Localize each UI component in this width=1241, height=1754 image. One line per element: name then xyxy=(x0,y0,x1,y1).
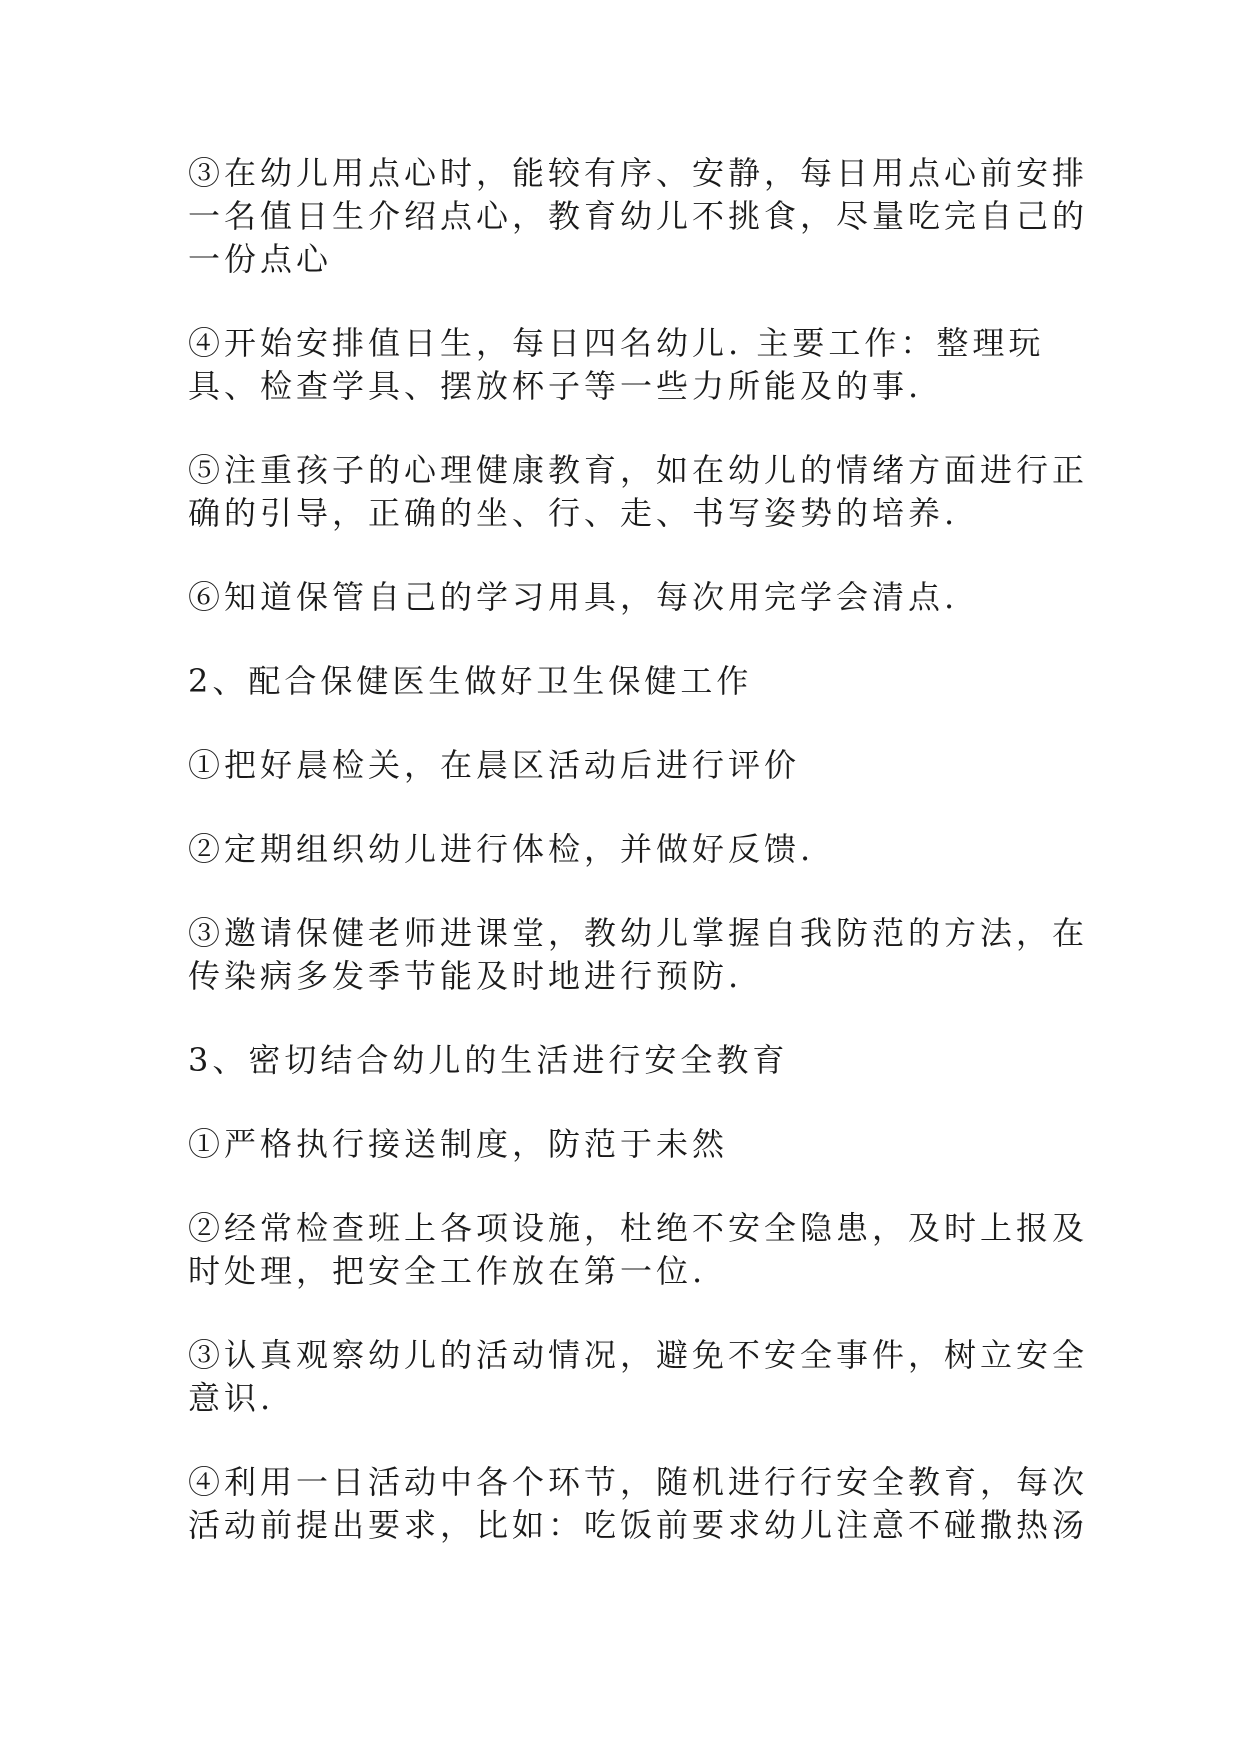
section-heading-health-care xyxy=(188,660,1048,703)
paragraph-snack-routine xyxy=(188,152,1089,281)
text-line: ⑤注重孩子的心理健康教育，如在幼儿的情绪方面进行正 xyxy=(188,451,1089,489)
document-body xyxy=(188,152,1089,1588)
text-line: 2、配合保健医生做好卫生保健工作 xyxy=(188,662,753,700)
text-line: 一名值日生介绍点心，教育幼儿不挑食，尽量吃完自己的 xyxy=(188,197,1089,235)
paragraph-pickup-system xyxy=(188,1123,1048,1166)
text-line: ②定期组织幼儿进行体检，并做好反馈. xyxy=(188,830,815,868)
paragraph-duty-students xyxy=(188,322,1048,408)
text-line: 传染病多发季节能及时地进行预防. xyxy=(188,957,743,995)
text-line: ⑥知道保管自己的学习用具，每次用完学会清点. xyxy=(188,578,959,616)
text-line: 3、密切结合幼儿的生活进行安全教育 xyxy=(188,1041,789,1079)
text-line: ③邀请保健老师进课堂，教幼儿掌握自我防范的方法，在 xyxy=(188,914,1089,952)
text-line: 一份点心 xyxy=(188,240,333,278)
text-line: ③在幼儿用点心时，能较有序、安静，每日用点心前安排 xyxy=(188,154,1089,192)
text-line: ②经常检查班上各项设施，杜绝不安全隐患，及时上报及 xyxy=(188,1209,1089,1247)
text-line: ③认真观察幼儿的活动情况，避免不安全事件，树立安全 xyxy=(188,1336,1089,1374)
paragraph-daily-safety xyxy=(188,1461,1089,1547)
text-line: 具、检查学具、摆放杯子等一些力所能及的事. xyxy=(188,367,923,405)
paragraph-mental-health xyxy=(188,449,1089,535)
paragraph-health-teacher xyxy=(188,912,1089,998)
text-line: 意识. xyxy=(188,1379,275,1417)
text-line: 时处理，把安全工作放在第一位. xyxy=(188,1252,707,1290)
text-line: 确的引导，正确的坐、行、走、书写姿势的培养. xyxy=(188,494,959,532)
paragraph-physical-exam xyxy=(188,828,1048,871)
text-line: 活动前提出要求，比如：吃饭前要求幼儿注意不碰撒热汤 xyxy=(188,1506,1089,1544)
text-line: ④利用一日活动中各个环节，随机进行行安全教育，每次 xyxy=(188,1463,1089,1501)
paragraph-observe-activity xyxy=(188,1334,1089,1420)
paragraph-facility-check xyxy=(188,1207,1089,1293)
text-line: ①严格执行接送制度，防范于未然 xyxy=(188,1125,729,1163)
text-line: ①把好晨检关，在晨区活动后进行评价 xyxy=(188,746,801,784)
section-heading-safety xyxy=(188,1039,1048,1082)
paragraph-supplies xyxy=(188,576,1048,619)
paragraph-morning-check xyxy=(188,744,1048,787)
text-line: ④开始安排值日生，每日四名幼儿. 主要工作：整理玩 xyxy=(188,324,1045,362)
